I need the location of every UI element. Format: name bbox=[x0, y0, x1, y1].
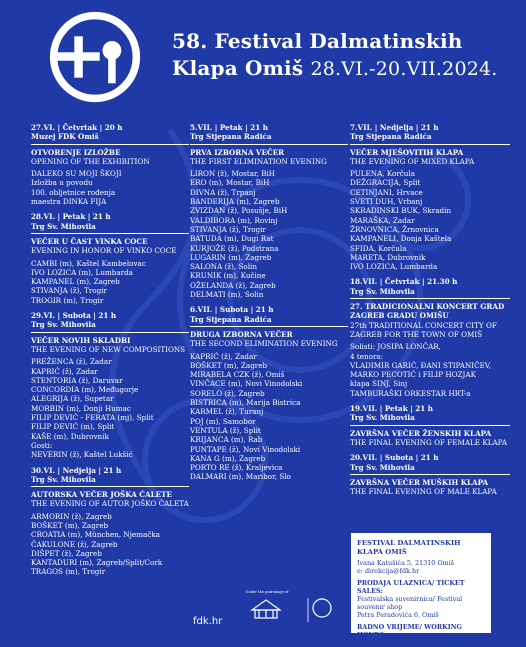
performer-item: BATUDA (m), Dugi Rat bbox=[190, 234, 274, 244]
performer-item: ŽRNOVNICA, Žrnovnica bbox=[350, 224, 439, 234]
festival-title bbox=[172, 28, 498, 83]
event-subtitle: THE EVENING OF MIXED KLAPA bbox=[350, 156, 475, 166]
performer-item: Solisti: JOSIPA LONČAR, bbox=[350, 342, 441, 352]
title-line1: 58. Festival Dalmatinskih bbox=[172, 29, 463, 53]
event-date: 29.VI. | Subota | 21 h bbox=[31, 311, 117, 321]
performer-item: TAMBURAŠKI ORKESTAR HRT-a bbox=[350, 388, 471, 398]
event-section bbox=[350, 123, 510, 271]
event-subtitle: THE FINAL EVENING OF MALE KLAPA bbox=[350, 487, 497, 497]
info-sales-line: Festivalska suvenirnica/ Festival souvenir shop bbox=[357, 595, 463, 612]
divider bbox=[350, 474, 510, 475]
event-venue: Muzej FDK Omiš bbox=[31, 132, 99, 142]
performer-item: CETINJANI, Hrvace bbox=[350, 187, 423, 197]
performer-item: ARMORIN (ž), Zagreb bbox=[31, 511, 112, 521]
performer-item: ERO (m), Mostar, BiH bbox=[190, 178, 270, 188]
info-hours-label: RADNO VRIJEME/ WORKING HOURS: bbox=[357, 622, 462, 639]
event-title: AUTORSKA VEČER JOŠKA ĆALETE bbox=[31, 490, 172, 500]
event-date: 7.VII. | Nedjelja | 21 h bbox=[350, 123, 439, 132]
performer-item: KRIJANCA (m), Rab bbox=[190, 435, 263, 445]
performer-item: SFIDA, Korčula bbox=[350, 243, 407, 253]
divider bbox=[350, 144, 510, 145]
event-subtitle: EVENING IN HONOR OF VINKO COCE bbox=[31, 246, 177, 256]
event-subtitle: THE EVENING OF AUTOR JOŠKO ĆALETA bbox=[31, 499, 189, 509]
event-venue: Trg Sv. Mihovila bbox=[350, 462, 415, 472]
event-title: PRVA IZBORNA VEČER bbox=[190, 147, 285, 157]
performer-item: ČAKULONE (ž), Zagreb bbox=[31, 539, 118, 549]
festival-dates: 28.VI.-20.VII.2024. bbox=[310, 58, 498, 80]
info-sales-label: PRODAJA ULAZNICA/ TICKET SALES: bbox=[357, 578, 465, 595]
info-hours: 8.30 - 11.30 h 17.00 - 21.00 h bbox=[357, 639, 463, 647]
performer-item: IVO LOZICA, Lumbarda bbox=[350, 262, 438, 272]
program-column-2 bbox=[190, 123, 348, 488]
event-section bbox=[190, 123, 348, 299]
event-title: VEČER MJEŠOVITIH KLAPA bbox=[350, 147, 464, 157]
event-venue: Trg Sv. Mihovila bbox=[31, 474, 96, 484]
info-sales-address: Petra Peradovića 6, Omiš bbox=[357, 611, 439, 620]
performer-item: DELMATI (m), Solin bbox=[190, 290, 264, 300]
performer-item: VLADIMIR GARIĆ, ĐANI STIPANIČEV, bbox=[350, 360, 492, 370]
event-section bbox=[350, 453, 510, 496]
performer-item: PUNTAPE (ž), Novi Vinodolski bbox=[190, 444, 301, 454]
performer-item: 4 tenora: bbox=[350, 351, 384, 361]
event-title: DRUGA IZBORNA VEČER bbox=[190, 329, 293, 339]
performer-item: MARKO PECOTIĆ i FILIP HOZJAK bbox=[350, 370, 476, 380]
performer-item: maestra DINKA FIJA bbox=[31, 197, 107, 207]
performer-list bbox=[350, 169, 510, 271]
performer-item: TRAGOS (m), Trogir bbox=[31, 567, 106, 577]
performer-item: CROATIA (m), München, Njemačka bbox=[31, 530, 160, 540]
performer-item: PORTO RE (ž), Kraljevica bbox=[190, 463, 283, 473]
performer-item: OŽELANDA (ž), Zagreb bbox=[190, 280, 276, 290]
event-subtitle: THE FINAL EVENING OF FEMALE KLAPA bbox=[350, 437, 508, 447]
performer-item: MARETA, Dubrovnik bbox=[350, 252, 426, 262]
performer-item: PREŽENCA (ž), Zadar bbox=[31, 357, 112, 367]
event-section bbox=[190, 305, 348, 481]
event-venue: Trg Stjepana Radića bbox=[350, 132, 432, 142]
performer-list bbox=[190, 169, 348, 299]
performer-item: CAMBI (m), Kaštel Kambelovac bbox=[31, 258, 146, 268]
performer-item: PULENA, Korčula bbox=[350, 169, 416, 179]
performer-item: ALEGRIJA (ž), Supetar bbox=[31, 394, 114, 404]
performer-item: KARMEL (ž), Turanj bbox=[190, 407, 264, 417]
performer-item: KURJOŽE (ž), Podstrana bbox=[190, 243, 279, 253]
performer-item: TROGIR (m), Trogir bbox=[31, 295, 104, 305]
performer-list bbox=[31, 357, 189, 459]
performer-item: DALMARI (m), Maribor, Slo bbox=[190, 472, 291, 482]
info-email[interactable]: e: direkcija@fdk.hr bbox=[357, 567, 420, 576]
performer-item: VALDIBORA (m), Rovinj bbox=[190, 215, 278, 225]
performer-item: POJ (m), Samobor bbox=[190, 416, 256, 426]
performer-item: KRUNIK (m), Kučine bbox=[190, 271, 266, 281]
title-place: Klapa Omiš bbox=[172, 56, 304, 80]
festival-logo bbox=[48, 10, 142, 104]
title-line2 bbox=[172, 55, 498, 83]
info-title2: KLAPA OMIŠ bbox=[357, 547, 407, 556]
event-subtitle: THE FIRST ELIMINATION EVENING bbox=[190, 156, 327, 166]
performer-item: KAMPANELI, Donja Kaštela bbox=[350, 234, 452, 244]
event-section bbox=[31, 311, 189, 459]
performer-item: 100. obljetnice rođenja bbox=[31, 187, 116, 197]
divider bbox=[31, 144, 189, 145]
divider bbox=[31, 233, 189, 234]
unesco-caption: Under the patronage of bbox=[245, 590, 289, 594]
performer-list bbox=[31, 512, 189, 577]
event-section bbox=[350, 277, 510, 398]
unesco-logo bbox=[248, 588, 340, 628]
performer-item: KAŠE (m), Dubrovnik bbox=[31, 431, 109, 441]
performer-item: DIVNA (ž), Trpanj bbox=[190, 187, 256, 197]
performer-item: SKRADINSKI BUK, Skradin bbox=[350, 206, 452, 216]
event-date: 20.VII. | Subota | 21 h bbox=[350, 453, 439, 463]
event-date: 30.VI. | Nedjelja | 21 h bbox=[31, 465, 122, 475]
performer-item: STIVANJA (ž), Trogir bbox=[190, 224, 266, 234]
performer-item: SVETI DUH, Vrbanj bbox=[350, 197, 423, 207]
event-subtitle: THE SECOND ELIMINATION EVENING bbox=[190, 339, 338, 349]
info-box bbox=[351, 533, 491, 647]
event-date: 28.VI. | Petak | 21 h bbox=[31, 212, 111, 222]
divider bbox=[31, 486, 189, 487]
performer-item: STENTORIA (ž), Daruvar bbox=[31, 375, 123, 385]
divider bbox=[350, 425, 510, 426]
event-venue: Trg Stjepana Radića bbox=[190, 314, 272, 324]
event-date: 6.VII. | Subota | 21 h bbox=[190, 305, 274, 315]
event-date: 5.VII. | Petak | 21 h bbox=[190, 123, 269, 132]
event-title: OTVORENJE IZLOŽBE bbox=[31, 147, 121, 157]
event-section bbox=[31, 466, 189, 577]
performer-item: Gosti: bbox=[31, 440, 53, 450]
performer-item: KAMPANEL (m), Zagreb bbox=[31, 277, 120, 287]
info-title1: FESTIVAL DALMATINSKIH bbox=[357, 539, 461, 547]
performer-item: IVO LOZICA (m), Lumbarda bbox=[31, 267, 133, 277]
performer-item: SALONA (ž), Solin bbox=[190, 262, 257, 272]
divider bbox=[350, 298, 510, 299]
performer-list bbox=[31, 169, 189, 206]
event-title: ZAVRŠNA VEČER MUŠKIH KLAPA bbox=[350, 477, 489, 487]
performer-item: BISTRICA (m), Marija Bistrica bbox=[190, 398, 301, 408]
event-title: 27. TRADICIONALNI KONCERT GRAD ZAGREB GRADU OMIŠU bbox=[350, 302, 505, 321]
performer-item: LUGARIN (m), Zagreb bbox=[190, 252, 272, 262]
event-venue: Trg Sv. Mihovila bbox=[350, 286, 415, 296]
performer-list bbox=[350, 342, 510, 398]
performer-item: FILIP DEVIĆ - FERATA (mj), Split bbox=[31, 413, 154, 423]
divider bbox=[31, 332, 189, 333]
performer-item: KANA G (m), Zagreb bbox=[190, 453, 266, 463]
program-column-1 bbox=[31, 123, 189, 583]
event-title: VEČER U ČAST VINKA COCE bbox=[31, 236, 148, 246]
performer-item: MARAŠKA, Zadar bbox=[350, 215, 415, 225]
event-date: 18.VII. | Četvrtak | 21.30 h bbox=[350, 277, 458, 287]
performer-item: klapa SINJ, Sinj bbox=[350, 379, 408, 389]
event-subtitle: THE EVENING OF NEW COMPOSITIONS bbox=[31, 344, 186, 354]
performer-item: MORBIN (m), Donji Humac bbox=[31, 403, 131, 413]
event-venue: Trg Sv. Mihovila bbox=[31, 221, 96, 231]
performer-item: DALEKO SU MOJI ŠKOJI bbox=[31, 169, 122, 179]
performer-item: LIRON (ž), Mostar, BiH bbox=[190, 169, 276, 179]
performer-item: BOŠKET (m), Zagreb bbox=[31, 520, 109, 530]
event-section bbox=[31, 212, 189, 305]
event-title: ZAVRŠNA VEČER ŽENSKIH KLAPA bbox=[350, 428, 492, 438]
performer-item: KAPRIĆ (ž), Zadar bbox=[190, 351, 257, 361]
performer-item: DIŠPET (ž), Zagreb bbox=[31, 548, 102, 558]
info-address: Ivana Katušića 5, 21310 Omiš bbox=[357, 559, 455, 568]
event-title: VEČER NOVIH SKLADBI bbox=[31, 335, 131, 345]
performer-item: FILIP DEVIĆ (m), Split bbox=[31, 422, 115, 432]
program-column-3 bbox=[350, 123, 510, 502]
event-venue: Trg Stjepana Radića bbox=[190, 132, 272, 142]
performer-item: CONCORDIA (m), Međugorje bbox=[31, 385, 139, 395]
website-link[interactable]: fdk.hr bbox=[193, 616, 223, 627]
performer-item: NEVERIN (ž), Kaštel Lukšić bbox=[31, 450, 133, 460]
event-section bbox=[350, 404, 510, 447]
performer-list bbox=[31, 259, 189, 305]
performer-item: Izložba u povodu bbox=[31, 178, 93, 188]
performer-item: BOŠKET (m), Zagreb bbox=[190, 360, 268, 370]
performer-list bbox=[190, 352, 348, 482]
event-subtitle: 27th TRADITIONAL CONCERT CITY OF ZAGREB FOR THE TOWN OF OMIŠ bbox=[350, 320, 497, 339]
divider bbox=[190, 144, 348, 145]
event-date: 27.VI. | Četvrtak | 20 h bbox=[31, 123, 123, 132]
performer-item: VENTULA (ž), Split bbox=[190, 425, 261, 435]
event-subtitle: OPENING OF THE EXHIBITION bbox=[31, 156, 150, 166]
performer-item: SORELO (ž), Zagreb bbox=[190, 388, 265, 398]
performer-item: ZVIZDAN (ž), Posušje, BiH bbox=[190, 206, 288, 216]
performer-item: BANDERIJA (m), Zagreb bbox=[190, 197, 280, 207]
event-venue: Trg Sv. Mihovila bbox=[31, 320, 96, 330]
performer-item: VINČACE (m), Novi Vinodolski bbox=[190, 379, 303, 389]
event-date: 19.VII. | Petak | 21 h bbox=[350, 404, 434, 414]
performer-item: KANTADURI (m), Zagreb/Split/Cork bbox=[31, 558, 163, 568]
event-section bbox=[31, 123, 189, 206]
event-venue: Trg Sv. Mihovila bbox=[350, 413, 415, 423]
performer-item: DEŽGRACIJA, Split bbox=[350, 178, 421, 188]
divider bbox=[190, 326, 348, 327]
performer-item: MIRABELA CZK (ž), Omiš bbox=[190, 370, 285, 380]
performer-item: KAPRIĆ (ž), Zadar bbox=[31, 366, 98, 376]
performer-item: STIVANJA (ž), Trogir bbox=[31, 286, 107, 296]
